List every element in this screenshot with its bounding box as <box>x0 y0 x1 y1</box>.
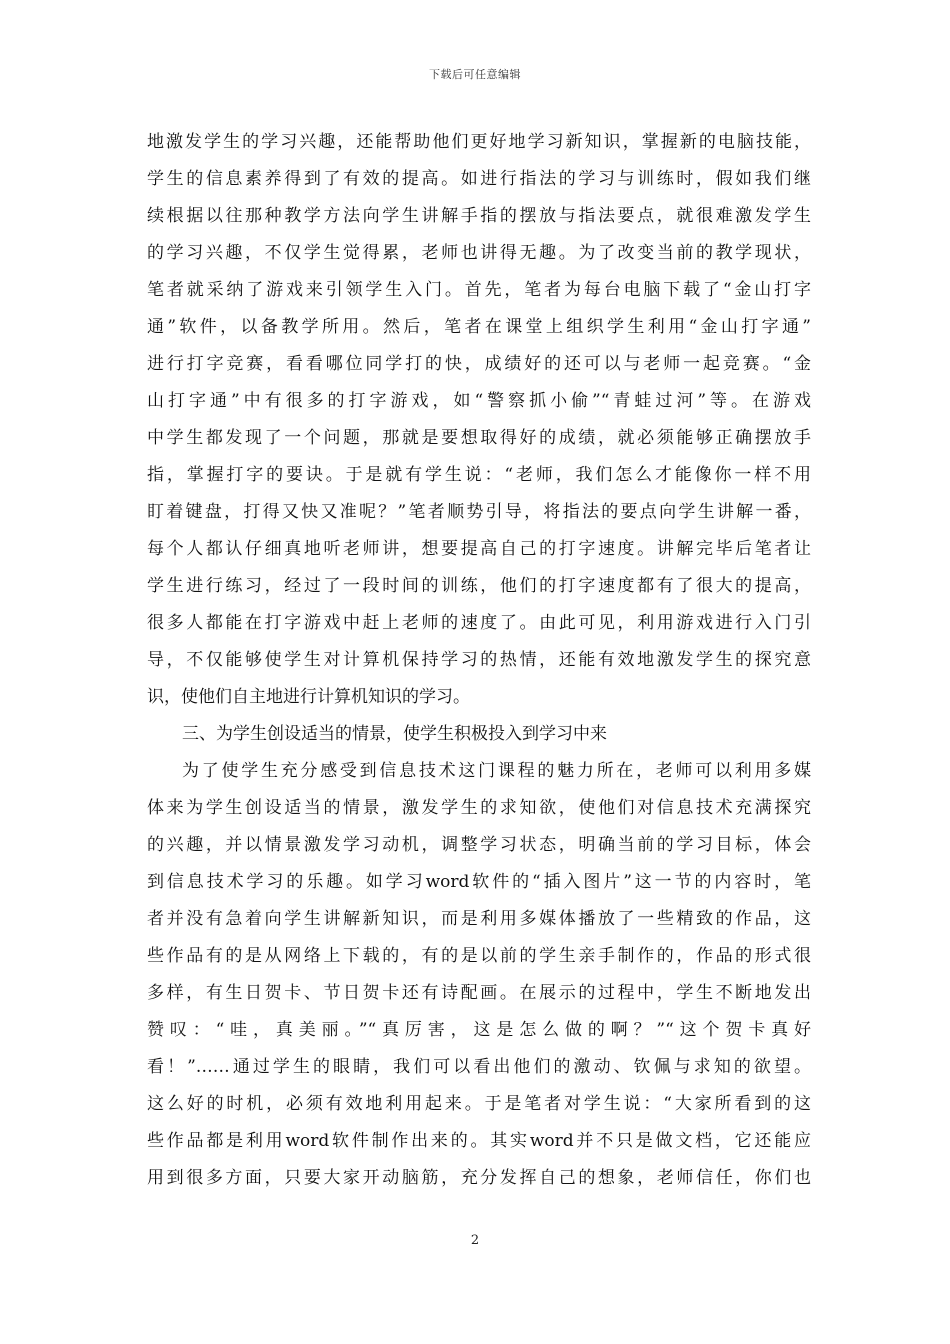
paragraph-line: 多样，有生日贺卡、节日贺卡还有诗配画。在展示的过程中，学生不断地发出 <box>147 983 811 1003</box>
paragraph-line: 用到很多方面，只要大家开动脑筋，充分发挥自己的想象，老师信任，你们也 <box>147 1168 811 1188</box>
paragraph-line: 学生进行练习，经过了一段时间的训练，他们的打字速度都有了很大的提高， <box>147 576 811 596</box>
section-heading: 三、为学生创设适当的情景，使学生积极投入到学习中来 <box>182 724 607 744</box>
paragraph-line: 很多人都能在打字游戏中赶上老师的速度了。由此可见，利用游戏进行入门引 <box>147 613 811 633</box>
paragraph-line: 学生的信息素养得到了有效的提高。如进行指法的学习与训练时，假如我们继 <box>147 169 811 189</box>
paragraph-line: 看！”……通过学生的眼睛，我们可以看出他们的激动、钦佩与求知的欲望。 <box>147 1057 811 1077</box>
paragraph-line: 这么好的时机，必须有效地利用起来。于是笔者对学生说：“大家所看到的这 <box>147 1094 811 1114</box>
paragraph-line: 笔者就采纳了游戏来引领学生入门。首先，笔者为每台电脑下载了“金山打字 <box>147 280 811 300</box>
paragraph-line: 者并没有急着向学生讲解新知识，而是利用多媒体播放了一些精致的作品，这 <box>147 909 811 929</box>
paragraph-line: 的兴趣，并以情景激发学习动机，调整学习状态，明确当前的学习目标，体会 <box>147 835 811 855</box>
paragraph-line: 体来为学生创设适当的情景，激发学生的求知欲，使他们对信息技术充满探究 <box>147 798 811 818</box>
paragraph-line: 通”软件，以备教学所用。然后，笔者在课堂上组织学生利用“金山打字通” <box>147 317 811 337</box>
paragraph-line: 导，不仅能够使学生对计算机保持学习的热情，还能有效地激发学生的探究意 <box>147 650 811 670</box>
paragraph-line: 地激发学生的学习兴趣，还能帮助他们更好地学习新知识，掌握新的电脑技能， <box>147 132 811 152</box>
page-header: 下载后可任意编辑 <box>429 68 521 81</box>
paragraph-line: 续根据以往那种教学方法向学生讲解手指的摆放与指法要点，就很难激发学生 <box>147 206 811 226</box>
paragraph-line: 每个人都认仔细真地听老师讲，想要提高自己的打字速度。讲解完毕后笔者让 <box>147 539 811 559</box>
paragraph-line: 的学习兴趣，不仅学生觉得累，老师也讲得无趣。为了改变当前的教学现状， <box>147 243 811 263</box>
paragraph-line: 中学生都发现了一个问题，那就是要想取得好的成绩，就必须能够正确摆放手 <box>147 428 811 448</box>
paragraph-line: 山打字通”中有很多的打字游戏，如“警察抓小偷”“青蛙过河”等。在游戏 <box>147 391 811 411</box>
paragraph-line: 盯着键盘，打得又快又准呢？”笔者顺势引导，将指法的要点向学生讲解一番， <box>147 502 811 522</box>
paragraph-line: 识，使他们自主地进行计算机知识的学习。 <box>147 687 470 707</box>
paragraph-line: 些作品有的是从网络上下载的，有的是以前的学生亲手制作的，作品的形式很 <box>147 946 811 966</box>
paragraph-line: 为了使学生充分感受到信息技术这门课程的魅力所在，老师可以利用多媒 <box>182 761 811 781</box>
paragraph-line: 指，掌握打字的要诀。于是就有学生说：“老师，我们怎么才能像你一样不用 <box>147 465 811 485</box>
paragraph-line: 赞叹：“哇，真美丽。”“真厉害，这是怎么做的啊？”“这个贺卡真好 <box>147 1020 811 1040</box>
paragraph-line: 到信息技术学习的乐趣。如学习word软件的“插入图片”这一节的内容时，笔 <box>147 872 811 892</box>
page-number: 2 <box>470 1233 480 1248</box>
paragraph-line: 些作品都是利用word软件制作出来的。其实word并不只是做文档，它还能应 <box>147 1131 811 1151</box>
paragraph-line: 进行打字竞赛，看看哪位同学打的快，成绩好的还可以与老师一起竞赛。“金 <box>147 354 811 374</box>
